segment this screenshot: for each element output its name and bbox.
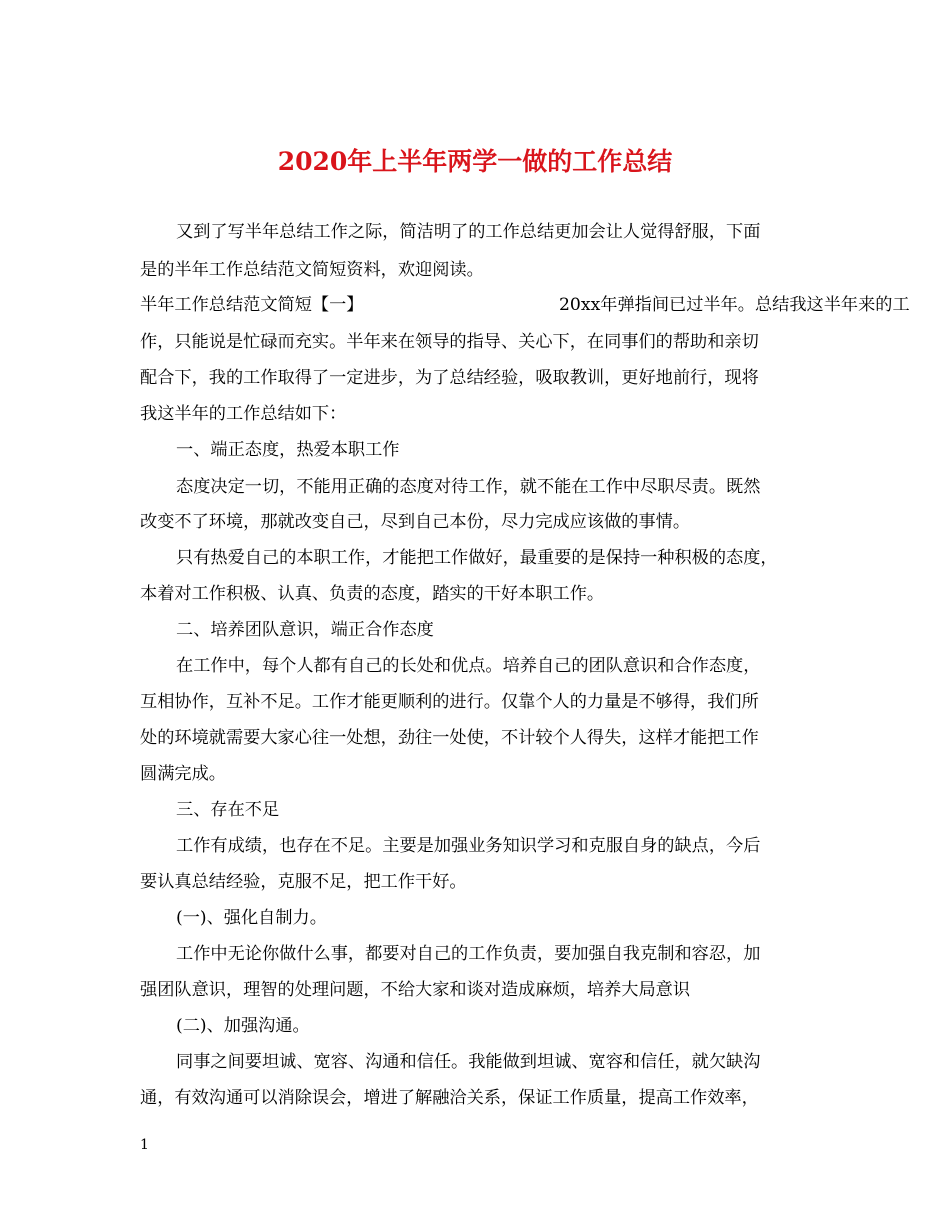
section-heading: 二、培养团队意识，端正合作态度: [176, 620, 434, 640]
paragraph-line: 是的半年工作总结范文简短资料，欢迎阅读。: [140, 260, 484, 280]
paragraph-line: 作，只能说是忙碌而充实。半年来在领导的指导、关心下，在同事们的帮助和亲切: [140, 332, 759, 352]
section-heading: 三、存在不足: [176, 800, 280, 820]
paragraph-line: 改变不了环境，那就改变自己，尽到自己本份，尽力完成应该做的事情。: [140, 512, 691, 532]
section-heading: 半年工作总结范文简短【一】: [140, 295, 364, 315]
page-title: 2020年上半年两学一做的工作总结: [277, 147, 673, 176]
paragraph-line: 20xx年弹指间已过半年。总结我这半年来的工: [559, 295, 910, 315]
paragraph-line: 强团队意识，理智的处理问题，不给大家和谈对造成麻烦，培养大局意识: [140, 980, 691, 1000]
paragraph-line: 配合下，我的工作取得了一定进步，为了总结经验，吸取教训，更好地前行，现将: [140, 368, 759, 388]
paragraph-line: 要认真总结经验，克服不足，把工作干好。: [140, 872, 467, 892]
paragraph-line: 通，有效沟通可以消除误会，增进了解融洽关系，保证工作质量，提高工作效率，: [140, 1088, 759, 1108]
page-number: 1: [140, 1137, 149, 1153]
paragraph-line: 工作中无论你做什么事，都要对自己的工作负责，要加强自我克制和容忍，加: [176, 944, 761, 964]
subsection-heading: (二)、加强沟通。: [176, 1016, 310, 1036]
paragraph-line: 工作有成绩，也存在不足。主要是加强业务知识学习和克服自身的缺点，今后: [176, 836, 761, 856]
section-heading: 一、端正态度，热爱本职工作: [176, 440, 400, 460]
section-heading-line: [140, 292, 910, 318]
paragraph-line: 又到了写半年总结工作之际，简洁明了的工作总结更加会让人觉得舒服，下面: [176, 222, 761, 242]
paragraph-line: 互相协作，互补不足。工作才能更顺利的进行。仅靠个人的力量是不够得，我们所: [140, 692, 759, 712]
paragraph-line: 本着对工作积极、认真、负责的态度，踏实的干好本职工作。: [140, 584, 605, 604]
paragraph-line: 只有热爱自己的本职工作，才能把工作做好，最重要的是保持一种积极的态度，: [176, 548, 778, 568]
paragraph-line: 在工作中，每个人都有自己的长处和优点。培养自己的团队意识和合作态度，: [176, 656, 761, 676]
paragraph-line: 我这半年的工作总结如下：: [140, 404, 347, 424]
paragraph-line: 同事之间要坦诚、宽容、沟通和信任。我能做到坦诚、宽容和信任，就欠缺沟: [176, 1052, 761, 1072]
paragraph-line: 圆满完成。: [140, 764, 226, 784]
paragraph-line: 态度决定一切，不能用正确的态度对待工作，就不能在工作中尽职尽责。既然: [176, 477, 761, 497]
subsection-heading: (一)、强化自制力。: [176, 908, 327, 928]
paragraph-line: 处的环境就需要大家心往一处想，劲往一处使，不计较个人得失，这样才能把工作: [140, 728, 759, 748]
